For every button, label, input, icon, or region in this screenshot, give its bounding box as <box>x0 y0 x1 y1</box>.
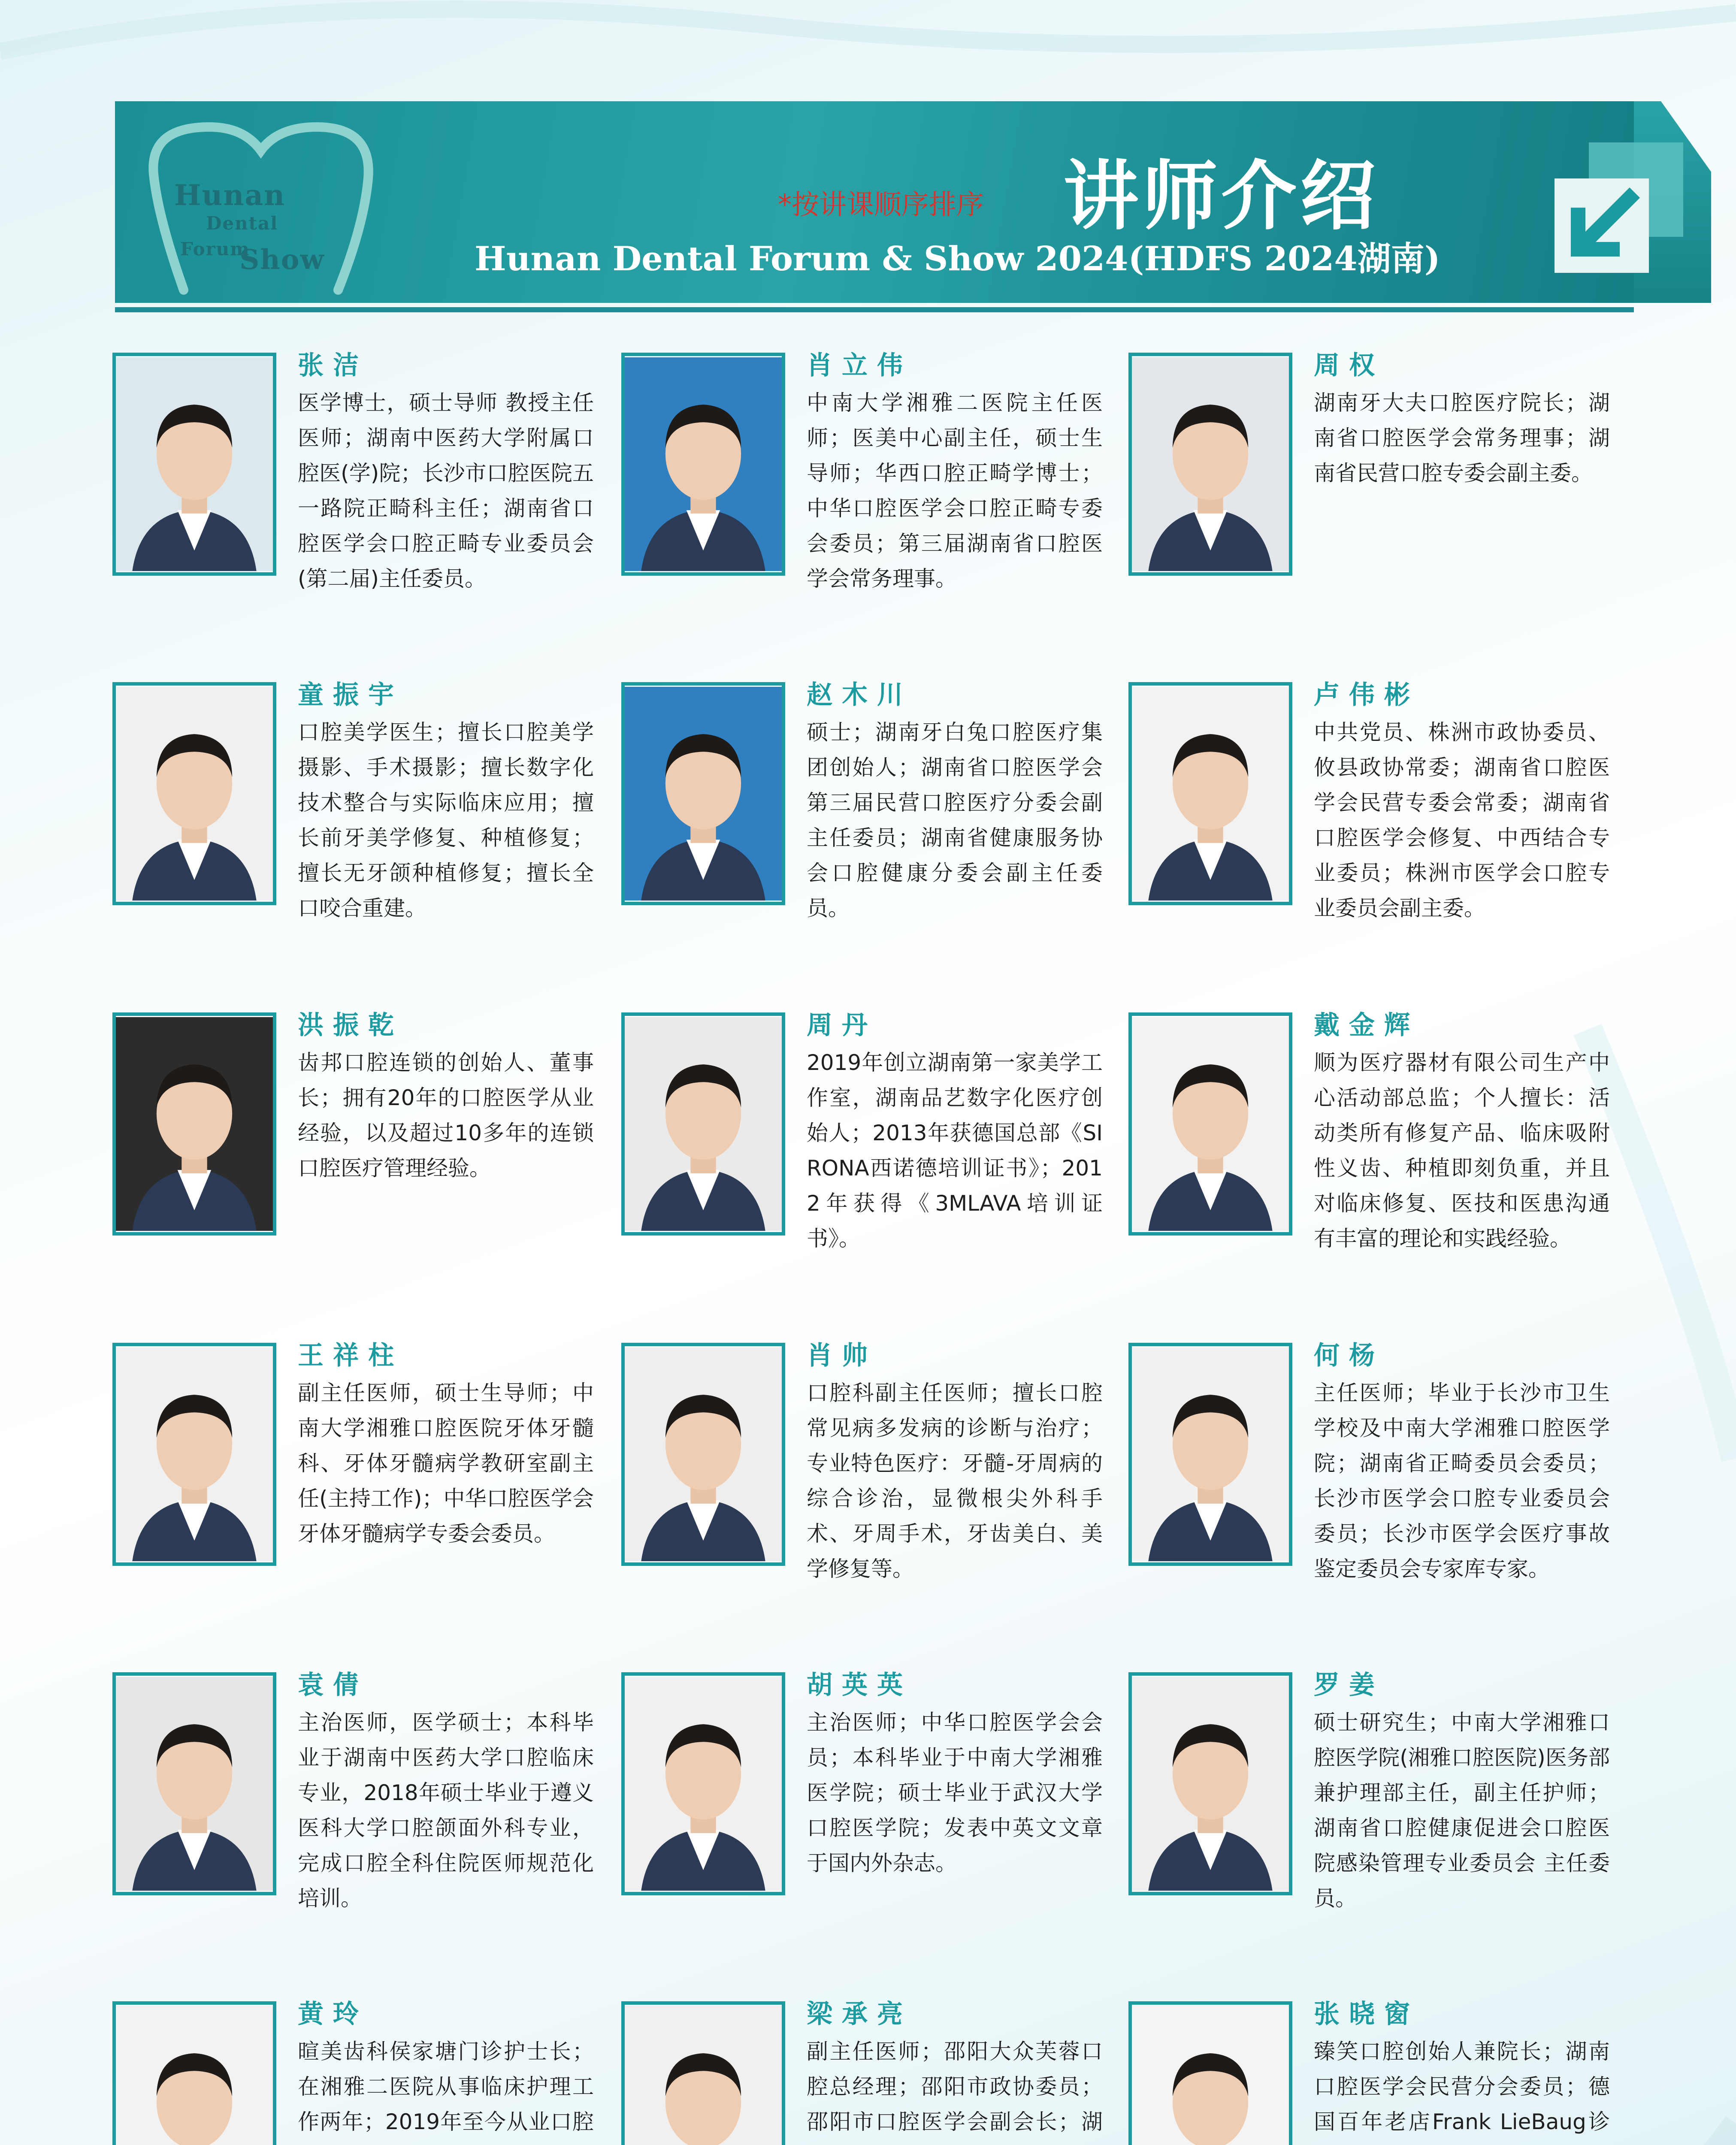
speaker-bio: 中共党员、株洲市政协委员、攸县政协常委；湖南省口腔医学会民营专委会常委；湖南省口腔医学会修复、中西结合专业委员；株洲市医学会口腔专业委员会副主委。 <box>1314 720 1610 921</box>
portrait-icon <box>116 1346 273 1562</box>
speaker-name: 周权 <box>1314 350 1384 381</box>
speaker-name: 何杨 <box>1314 1341 1384 1371</box>
speaker-bio: 口腔科副主任医师；擅长口腔常见病多发病的诊断与治疗；专业特色医疗：牙髓-牙周病的综合诊治，显微根尖外科手术、牙周手术，牙齿美白、美学修复等。 <box>807 1381 1103 1581</box>
speaker-card-12 <box>1128 1343 1635 1652</box>
portrait-icon <box>625 1346 782 1562</box>
logo-word-dental: Dental <box>206 213 278 234</box>
speaker-photo <box>112 2001 276 2145</box>
speaker-bio: 中南大学湘雅二医院主任医师；医美中心副主任，硕士生导师；华西口腔正畸学博士；中华口腔医学会口腔正畸专委会委员；第三届湖南省口腔医学会常务理事。 <box>807 390 1103 591</box>
speaker-photo <box>621 353 785 576</box>
speaker-name: 戴金辉 <box>1314 1010 1419 1040</box>
portrait-icon <box>625 2005 782 2145</box>
speaker-card-13 <box>112 1672 619 1981</box>
speaker-bio: 医学博士，硕士导师 教授主任医师；湖南中医药大学附属口腔医(学)院；长沙市口腔医院五一路院正畸科主任；湖南省口腔医学会口腔正畸专业委员会(第二届)主任委员。 <box>298 390 594 591</box>
portrait-icon <box>116 356 273 572</box>
speaker-name: 张洁 <box>298 350 368 381</box>
speaker-name: 赵木川 <box>807 680 912 710</box>
speaker-card-17 <box>621 2001 1128 2145</box>
speaker-card-16 <box>112 2001 619 2145</box>
speaker-photo <box>1128 1672 1292 1895</box>
speaker-name: 洪振乾 <box>298 1010 403 1040</box>
speaker-name: 童振宇 <box>298 680 403 710</box>
speaker-bio: 顺为医疗器材有限公司生产中心活动部总监；个人擅长：活动类所有修复产品、临床吸附性义齿、种植即刻负重，并且对临床修复、医技和医患沟通有丰富的理论和实践经验。 <box>1314 1050 1610 1251</box>
speaker-card-1 <box>112 350 619 662</box>
speaker-name: 袁倩 <box>298 1670 368 1700</box>
speaker-bio: 暄美齿科侯家塘门诊护士长；在湘雅二医院从事临床护理工作两年；2019年至今从业口腔 <box>298 2039 594 2134</box>
speaker-name: 胡英英 <box>807 1670 912 1700</box>
portrait-icon <box>116 686 273 902</box>
portrait-icon <box>116 2005 273 2145</box>
speaker-name: 肖帅 <box>807 1341 877 1371</box>
logo-word-show: Show <box>239 244 325 276</box>
speaker-photo <box>621 682 785 905</box>
banner-underline <box>115 307 1634 312</box>
speaker-card-9 <box>1128 1012 1635 1321</box>
speaker-bio: 副主任医师；邵阳大众芙蓉口腔总经理；邵阳市政协委员；邵阳市口腔医学会副会长；湖 <box>807 2039 1103 2134</box>
portrait-icon <box>1132 356 1289 572</box>
page-subtitle: Hunan Dental Forum & Show 2024(HDFS 2024湖南) <box>475 239 1440 278</box>
speaker-bio: 齿邦口腔连锁的创始人、董事长；拥有20年的口腔医学从业经验，以及超过10多年的连锁口腔医疗管理经验。 <box>298 1050 594 1181</box>
logo-word-forum: Forum <box>180 239 250 260</box>
speaker-bio: 2019年创立湖南第一家美学工作室，湖南品艺数字化医疗创始人；2013年获德国总部《SIRONA西诺德培训证书》；2012年获得《3MLAVA培训证书》。 <box>807 1050 1103 1251</box>
portrait-icon <box>1132 2005 1289 2145</box>
speaker-bio: 主治医师，医学硕士；本科毕业于湖南中医药大学口腔临床专业，2018年硕士毕业于遵义医科大学口腔颌面外科专业，完成口腔全科住院医师规范化培训。 <box>298 1710 594 1911</box>
speaker-photo <box>1128 2001 1292 2145</box>
speaker-card-4 <box>112 682 619 991</box>
speaker-name: 黄玲 <box>298 1999 368 2029</box>
speaker-card-14 <box>621 1672 1128 1981</box>
portrait-icon <box>625 686 782 902</box>
speaker-card-11 <box>621 1343 1128 1652</box>
speaker-photo <box>1128 682 1292 905</box>
speaker-card-7 <box>112 1012 619 1321</box>
speaker-name: 卢伟彬 <box>1314 680 1419 710</box>
order-note: *按讲课顺序排序 <box>778 189 984 221</box>
speaker-name: 张晓窗 <box>1314 1999 1419 2029</box>
speaker-photo <box>621 1343 785 1566</box>
speaker-card-8 <box>621 1012 1128 1321</box>
speaker-photo <box>112 1343 276 1566</box>
speaker-bio: 硕士；湖南牙白兔口腔医疗集团创始人；湖南省口腔医学会第三届民营口腔医疗分委会副主任委员；湖南省健康服务协会口腔健康分委会副主任委员。 <box>807 720 1103 921</box>
speaker-card-18 <box>1128 2001 1635 2145</box>
portrait-icon <box>116 1676 273 1892</box>
speaker-card-6 <box>1128 682 1635 991</box>
speaker-card-5 <box>621 682 1128 991</box>
speaker-bio: 臻笑口腔创始人兼院长；湖南口腔医学会民营分会委员；德国百年老店Frank LieBaug诊 <box>1314 2039 1610 2134</box>
page-title: 讲师介绍 <box>1063 151 1379 240</box>
speaker-name: 梁承亮 <box>807 1999 912 2029</box>
portrait-icon <box>1132 1676 1289 1892</box>
logo-word-hunan: Hunan <box>174 178 286 212</box>
speaker-photo <box>621 1672 785 1895</box>
portrait-icon <box>625 356 782 572</box>
speaker-bio: 主治医师；中华口腔医学会会员；本科毕业于中南大学湘雅医学院；硕士毕业于武汉大学口腔医学院；发表中英文文章于国内外杂志。 <box>807 1710 1103 1876</box>
speaker-name: 肖立伟 <box>807 350 912 381</box>
speaker-name: 王祥柱 <box>298 1341 403 1371</box>
arrow-down-left-icon <box>1555 178 1649 273</box>
speaker-photo <box>112 682 276 905</box>
speaker-bio: 主任医师；毕业于长沙市卫生学校及中南大学湘雅口腔医学院；湖南省正畸委员会委员；长沙市医学会口腔专业委员会委员；长沙市医学会医疗事故鉴定委员会专家库专家。 <box>1314 1381 1610 1581</box>
portrait-icon <box>625 1016 782 1232</box>
speaker-photo <box>112 1012 276 1236</box>
hdfs-logo <box>124 110 398 299</box>
portrait-icon <box>1132 1016 1289 1232</box>
speaker-photo <box>112 1672 276 1895</box>
portrait-icon <box>625 1676 782 1892</box>
speaker-name: 周丹 <box>807 1010 877 1040</box>
portrait-icon <box>1132 686 1289 902</box>
speaker-photo <box>621 2001 785 2145</box>
speaker-card-15 <box>1128 1672 1635 1981</box>
speaker-photo <box>621 1012 785 1236</box>
speaker-photo <box>1128 1343 1292 1566</box>
speaker-photo <box>1128 353 1292 576</box>
speaker-card-10 <box>112 1343 619 1652</box>
portrait-icon <box>116 1016 273 1232</box>
portrait-icon <box>1132 1346 1289 1562</box>
speaker-card-3 <box>1128 350 1635 662</box>
speaker-bio: 硕士研究生；中南大学湘雅口腔医学院(湘雅口腔医院)医务部兼护理部主任，副主任护师；湖南省口腔健康促进会口腔医院感染管理专业委员会 主任委员。 <box>1314 1710 1610 1911</box>
speaker-bio: 湖南牙大夫口腔医疗院长；湖南省口腔医学会常务理事；湖南省民营口腔专委会副主委。 <box>1314 390 1610 486</box>
speaker-bio: 口腔美学医生；擅长口腔美学摄影、手术摄影；擅长数字化技术整合与实际临床应用；擅长前牙美学修复、种植修复；擅长无牙颌种植修复；擅长全口咬合重建。 <box>298 720 594 921</box>
speaker-bio: 副主任医师，硕士生导师；中南大学湘雅口腔医院牙体牙髓科、牙体牙髓病学教研室副主任(主持工作)；中华口腔医学会牙体牙髓病学专委会委员。 <box>298 1381 594 1546</box>
speaker-name: 罗姜 <box>1314 1670 1384 1700</box>
speaker-photo <box>1128 1012 1292 1236</box>
header-banner <box>115 101 1634 303</box>
speaker-photo <box>112 353 276 576</box>
speaker-card-2 <box>621 350 1128 662</box>
